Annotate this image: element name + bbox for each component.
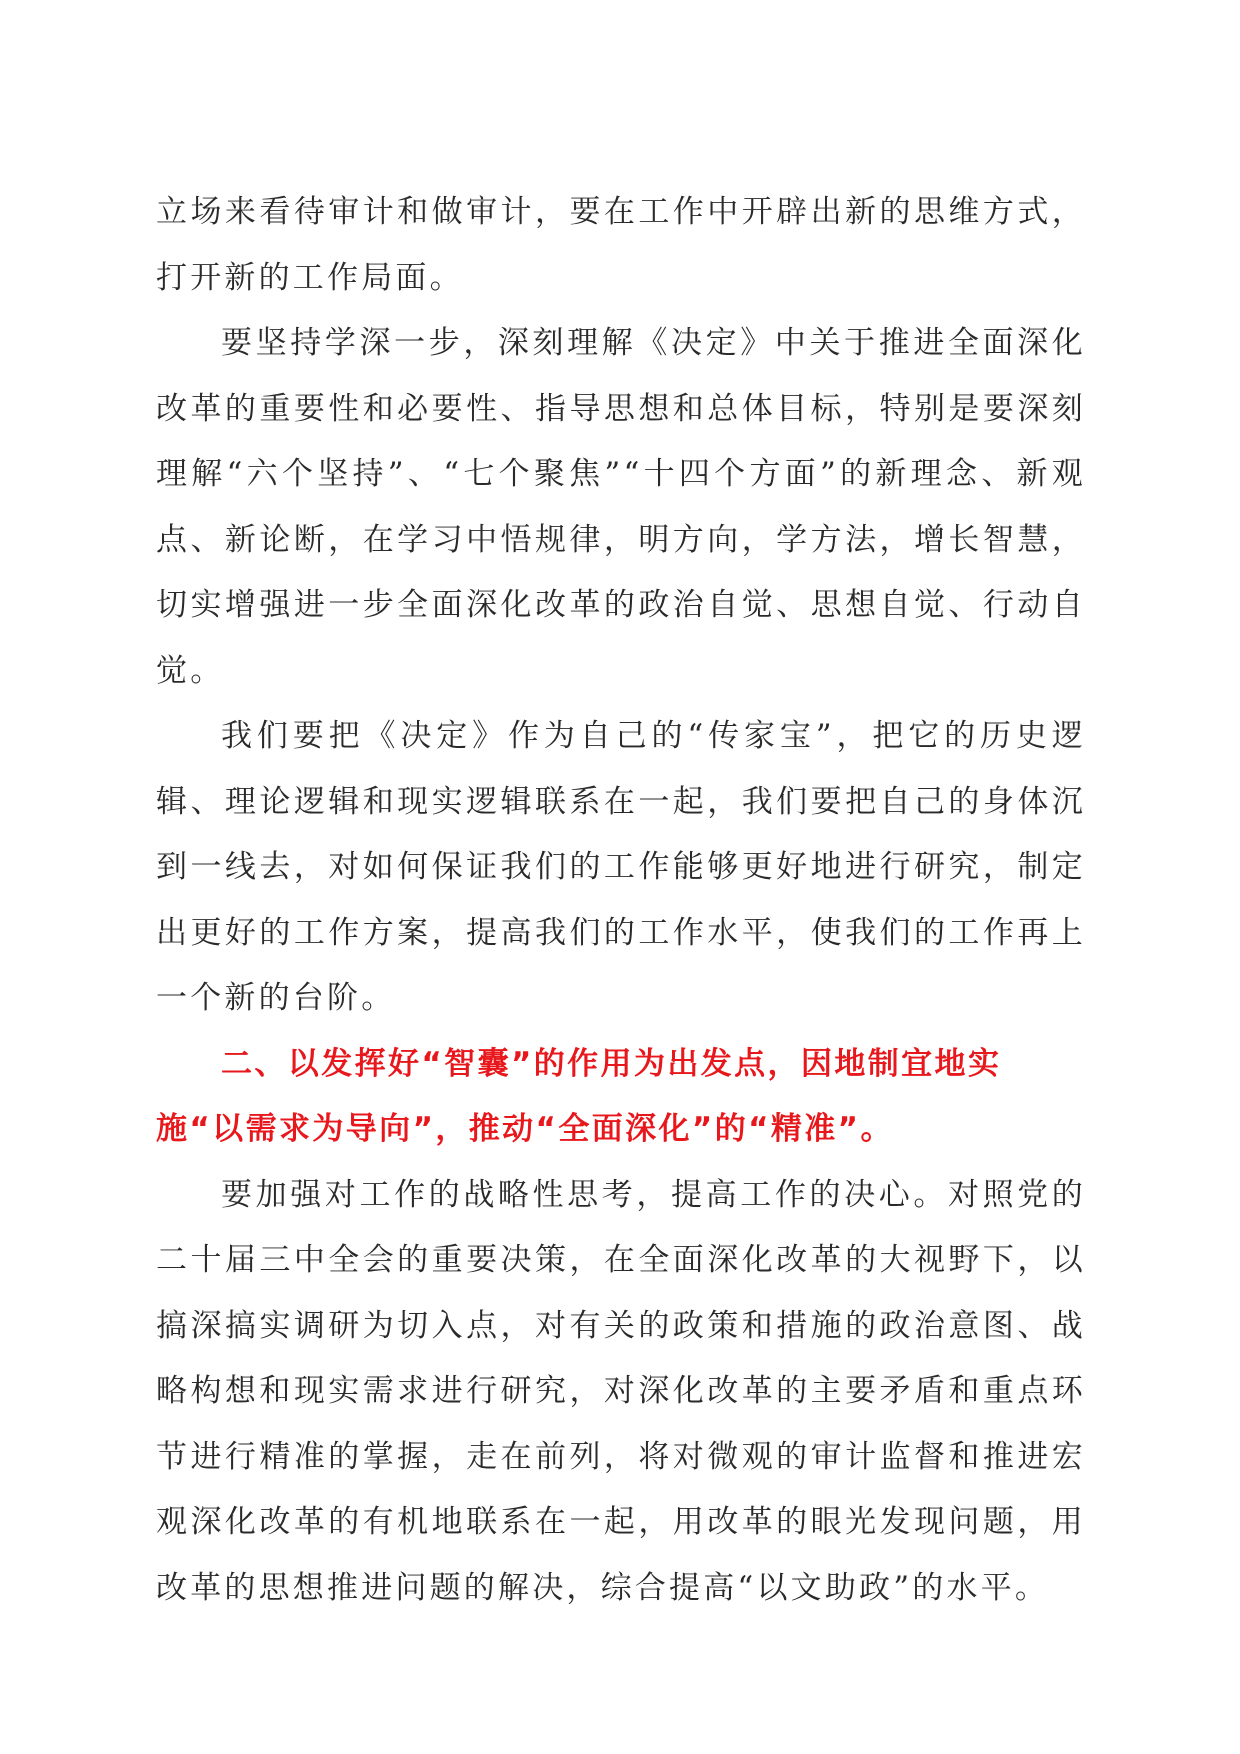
paragraph-family-treasure: 我们要把《决定》作为自己的“传家宝”，把它的历史逻辑、理论逻辑和现实逻辑联系在一起，我们要把自己的身体沉到一线去，对如何保证我们的工作能够更好地进行研究，制定出更好的工作方案，提高我们的工作水平，使我们的工作再上一个新的台阶。 — [156, 718, 1086, 1016]
paragraph-study-deeply: 要坚持学深一步，深刻理解《决定》中关于推进全面深化改革的重要性和必要性、指导思想和总体目标，特别是要深刻理解“六个坚持”、“七个聚焦”“十四个方面”的新理念、新观点、新论断，在学习中悟规律，明方向，学方法，增长智慧，切实增强进一步全面深化改革的政治自觉、思想自觉、行动自觉。 — [156, 325, 1086, 689]
section-heading-two: 二、以发挥好“智囊”的作用为出发点，因地制宜地实施“以需求为导向”，推动“全面深化”的“精准”。 — [156, 1045, 1002, 1147]
document-body — [156, 180, 1086, 1621]
paragraph-strategic-thinking: 要加强对工作的战略性思考，提高工作的决心。对照党的二十届三中全会的重要决策，在全面深化改革的大视野下，以搞深搞实调研为切入点，对有关的政策和措施的政治意图、战略构想和现实需求进行研究，对深化改革的主要矛盾和重点环节进行精准的掌握，走在前列，将对微观的审计监督和推进宏观深化改革的有机地联系在一起，用改革的眼光发现问题，用改革的思想推进问题的解决，综合提高“以文助政”的水平。 — [156, 1176, 1086, 1606]
paragraph-continuation: 立场来看待审计和做审计，要在工作中开辟出新的思维方式，打开新的工作局面。 — [156, 194, 1086, 296]
